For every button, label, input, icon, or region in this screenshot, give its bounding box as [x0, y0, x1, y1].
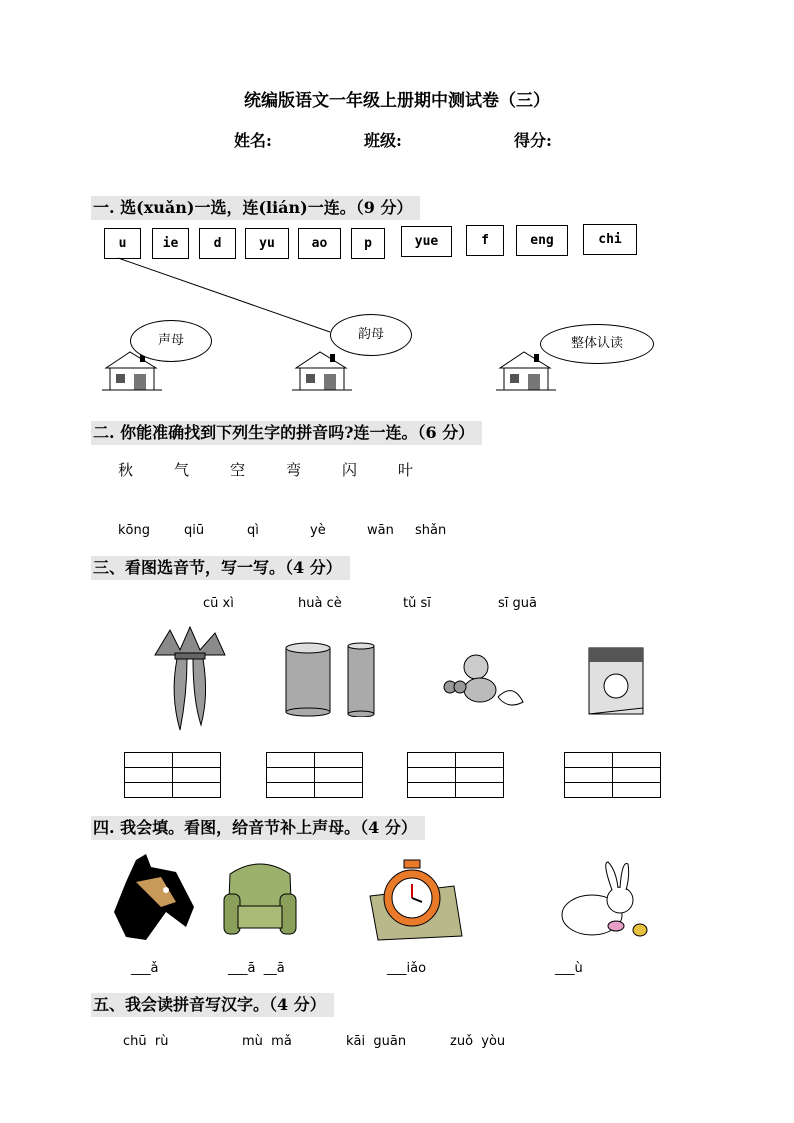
- char-5[interactable]: 闪: [342, 461, 358, 479]
- pinyin-box-4[interactable]: yu: [245, 228, 289, 259]
- pinyin-box-2[interactable]: ie: [152, 228, 189, 259]
- q5-pinyin-4: zuǒ yòu: [450, 1034, 506, 1049]
- section-3-heading: 三、看图选音节，写一写。（4 分）: [91, 556, 350, 580]
- char-2[interactable]: 气: [174, 461, 190, 479]
- blank-clock[interactable]: ___iǎo: [387, 961, 427, 976]
- pinyin-box-10[interactable]: chi: [583, 224, 637, 255]
- bubble-zhengti[interactable]: 整体认读: [540, 324, 654, 364]
- q5-pinyin-3: kāi guān: [346, 1034, 407, 1049]
- pinyin-5[interactable]: wān: [367, 523, 394, 538]
- luffa-icon: [145, 625, 235, 735]
- toy-bug-icon: [438, 652, 528, 712]
- char-4[interactable]: 弯: [286, 461, 302, 479]
- pinyin-box-8[interactable]: f: [466, 225, 504, 256]
- pinyin-box-5[interactable]: ao: [298, 228, 341, 259]
- bubble-shengmu[interactable]: 声母: [130, 320, 212, 362]
- syllable-option-4: sī guā: [498, 596, 537, 611]
- name-label: 姓名:: [234, 131, 272, 150]
- pinyin-3[interactable]: qì: [247, 523, 259, 538]
- pinyin-box-7[interactable]: yue: [401, 226, 452, 257]
- writing-grid-3[interactable]: [407, 752, 504, 798]
- section-4-heading: 四. 我会填。看图，给音节补上声母。（4 分）: [91, 816, 425, 840]
- sofa-icon: [220, 854, 300, 944]
- score-label: 得分:: [514, 131, 552, 150]
- char-1[interactable]: 秋: [118, 461, 134, 479]
- char-6[interactable]: 叶: [398, 461, 414, 479]
- writing-grid-4[interactable]: [564, 752, 661, 798]
- blank-sofa[interactable]: ___ā __ā: [228, 961, 285, 976]
- house-icon-2: [290, 348, 354, 394]
- syllable-option-2: huà cè: [298, 596, 342, 611]
- pinyin-box-6[interactable]: p: [351, 228, 385, 259]
- pinyin-box-9[interactable]: eng: [516, 225, 568, 256]
- pinyin-box-1[interactable]: u: [104, 228, 141, 259]
- pinyin-box-3[interactable]: d: [199, 228, 236, 259]
- class-label: 班级:: [364, 131, 402, 150]
- writing-grid-1[interactable]: [124, 752, 221, 798]
- pinyin-6[interactable]: shǎn: [415, 523, 447, 538]
- alarm-clock-icon: [364, 856, 464, 942]
- section-2-heading: 二. 你能准确找到下列生字的拼音吗?连一连。（6 分）: [91, 421, 482, 445]
- book-icon: [585, 644, 647, 718]
- writing-grid-2[interactable]: [266, 752, 363, 798]
- char-3[interactable]: 空: [230, 461, 246, 479]
- blank-rabbit[interactable]: ___ù: [555, 961, 583, 976]
- syllable-option-1: cū xì: [203, 596, 234, 611]
- syllable-option-3: tǔ sī: [403, 596, 431, 611]
- pinyin-1[interactable]: kōng: [118, 523, 150, 538]
- q5-pinyin-2: mù mǎ: [242, 1034, 292, 1049]
- cylinders-icon: [282, 642, 382, 717]
- connecting-line: [118, 258, 330, 332]
- q5-pinyin-1: chū rù: [123, 1034, 169, 1049]
- rabbit-icon: [552, 860, 652, 942]
- section-1-heading: 一. 选(xuǎn)一选，连(lián)一连。（9 分）: [91, 196, 420, 220]
- bubble-yunmu[interactable]: 韵母: [330, 314, 412, 356]
- pinyin-2[interactable]: qiū: [184, 523, 205, 538]
- blank-horse[interactable]: ___ǎ: [131, 961, 159, 976]
- pinyin-4[interactable]: yè: [310, 523, 326, 538]
- section-5-heading: 五、我会读拼音写汉字。（4 分）: [91, 993, 334, 1017]
- page-title: 统编版语文一年级上册期中测试卷（三）: [244, 91, 550, 111]
- horse-icon: [106, 852, 198, 944]
